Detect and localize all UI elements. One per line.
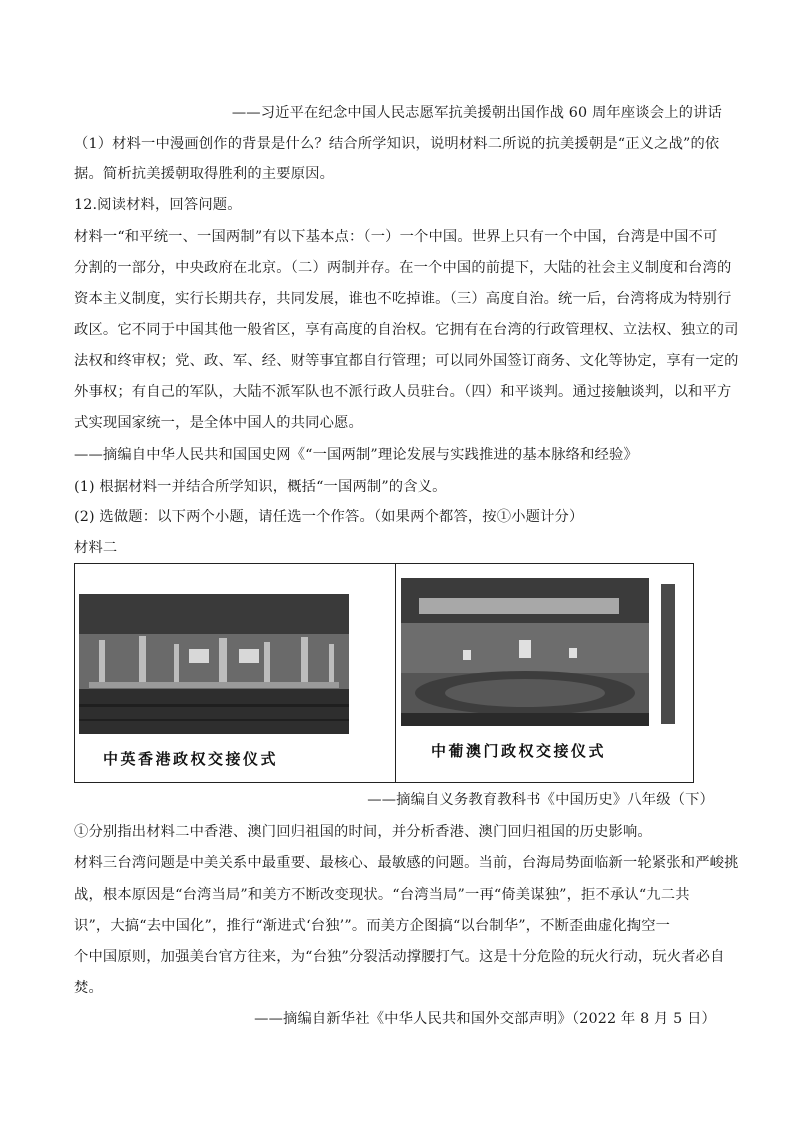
material-1-line: 资本主义制度，实行长期共存，共同发展，谁也不吃掉谁。（三）高度自治。统一后，台湾将成为特别行	[74, 291, 732, 307]
sub-question-2-1: ①分别指出材料二中香港、澳门回归祖国的时间，并分析香港、澳门回归祖国的历史影响。	[74, 824, 652, 840]
material-2-source: ——摘编自义务教育教科书《中国历史》八年级（下）	[367, 792, 714, 808]
question-12-title: 12.阅读材料，回答问题。	[74, 197, 242, 213]
figure-divider	[395, 564, 396, 783]
material-2-label: 材料二	[74, 540, 118, 556]
hong-kong-caption: 中英香港政权交接仪式	[103, 750, 279, 768]
material-3-line: 材料三台湾问题是中美关系中最重要、最核心、最敏感的问题。当前，台海局势面临新一轮紧张和严峻挑	[74, 855, 739, 871]
material-2-figure	[74, 563, 694, 783]
macau-handover-photo	[401, 578, 649, 726]
material-1-line: 分割的一部分，中央政府在北京。（二）两制并存。在一个中国的前提下，大陆的社会主义制度和台湾的	[74, 260, 732, 276]
material-1-line: 式实现国家统一，是全体中国人的共同心愿。	[74, 415, 363, 431]
macau-caption: 中葡澳门政权交接仪式	[431, 742, 607, 760]
sub-question-2: (2) 选做题：以下两个小题，请任选一个作答。（如果两个都答，按①小题计分）	[74, 509, 584, 525]
hong-kong-handover-photo	[79, 594, 349, 734]
material-1-line: 法权和终审权；党、政、军、经、财等事宜都自行管理；可以同外国签订商务、文化等协定，享有一定的	[74, 353, 739, 369]
photo-edge-strip	[661, 584, 675, 724]
material-3-line: 个中国原则，加强美台官方往来，为“台独”分裂活动撑腰打气。这是十分危险的玩火行动，玩火者必自	[74, 949, 725, 965]
material-3-source: ——摘编自新华社《中华人民共和国外交部声明》（2022 年 8 月 5 日）	[254, 1011, 716, 1027]
material-1-line: 材料一“和平统一、一国两制”有以下基本点：（一）一个中国。世界上只有一个中国，台湾是中国不可	[74, 229, 718, 245]
material-1-line: 外事权；有自己的军队，大陆不派军队也不派行政人员驻台。（四）和平谈判。通过接触谈判，以和平方	[74, 384, 732, 400]
material-3-line: 识”，大搞“去中国化”，推行“渐进式‘台独’”。而美方企图搞“以台制华”，不断歪曲虚化掏空一	[74, 918, 671, 934]
sub-question-1: (1) 根据材料一并结合所学知识，概括“一国两制”的含义。	[74, 479, 447, 495]
speech-source: ——习近平在纪念中国人民志愿军抗美援朝出国作战 60 周年座谈会上的讲话	[231, 105, 722, 121]
question-1-text-cont: 据。简析抗美援朝取得胜利的主要原因。	[74, 166, 335, 182]
material-1-source: ——摘编自中华人民共和国国史网《“一国两制”理论发展与实践推进的基本脉络和经验》	[74, 447, 638, 463]
material-3-line: 战，根本原因是“台湾当局”和美方不断改变现状。“台湾当局”一再“倚美谋独”，拒不承认“九二共	[74, 887, 690, 903]
material-3-line: 焚。	[74, 980, 103, 996]
question-1-text: （1）材料一中漫画创作的背景是什么？结合所学知识，说明材料二所说的抗美援朝是“正义之战”的依	[74, 136, 720, 152]
material-1-line: 政区。它不同于中国其他一般省区，享有高度的自治权。它拥有在台湾的行政管理权、立法权、独立的司	[74, 322, 739, 338]
